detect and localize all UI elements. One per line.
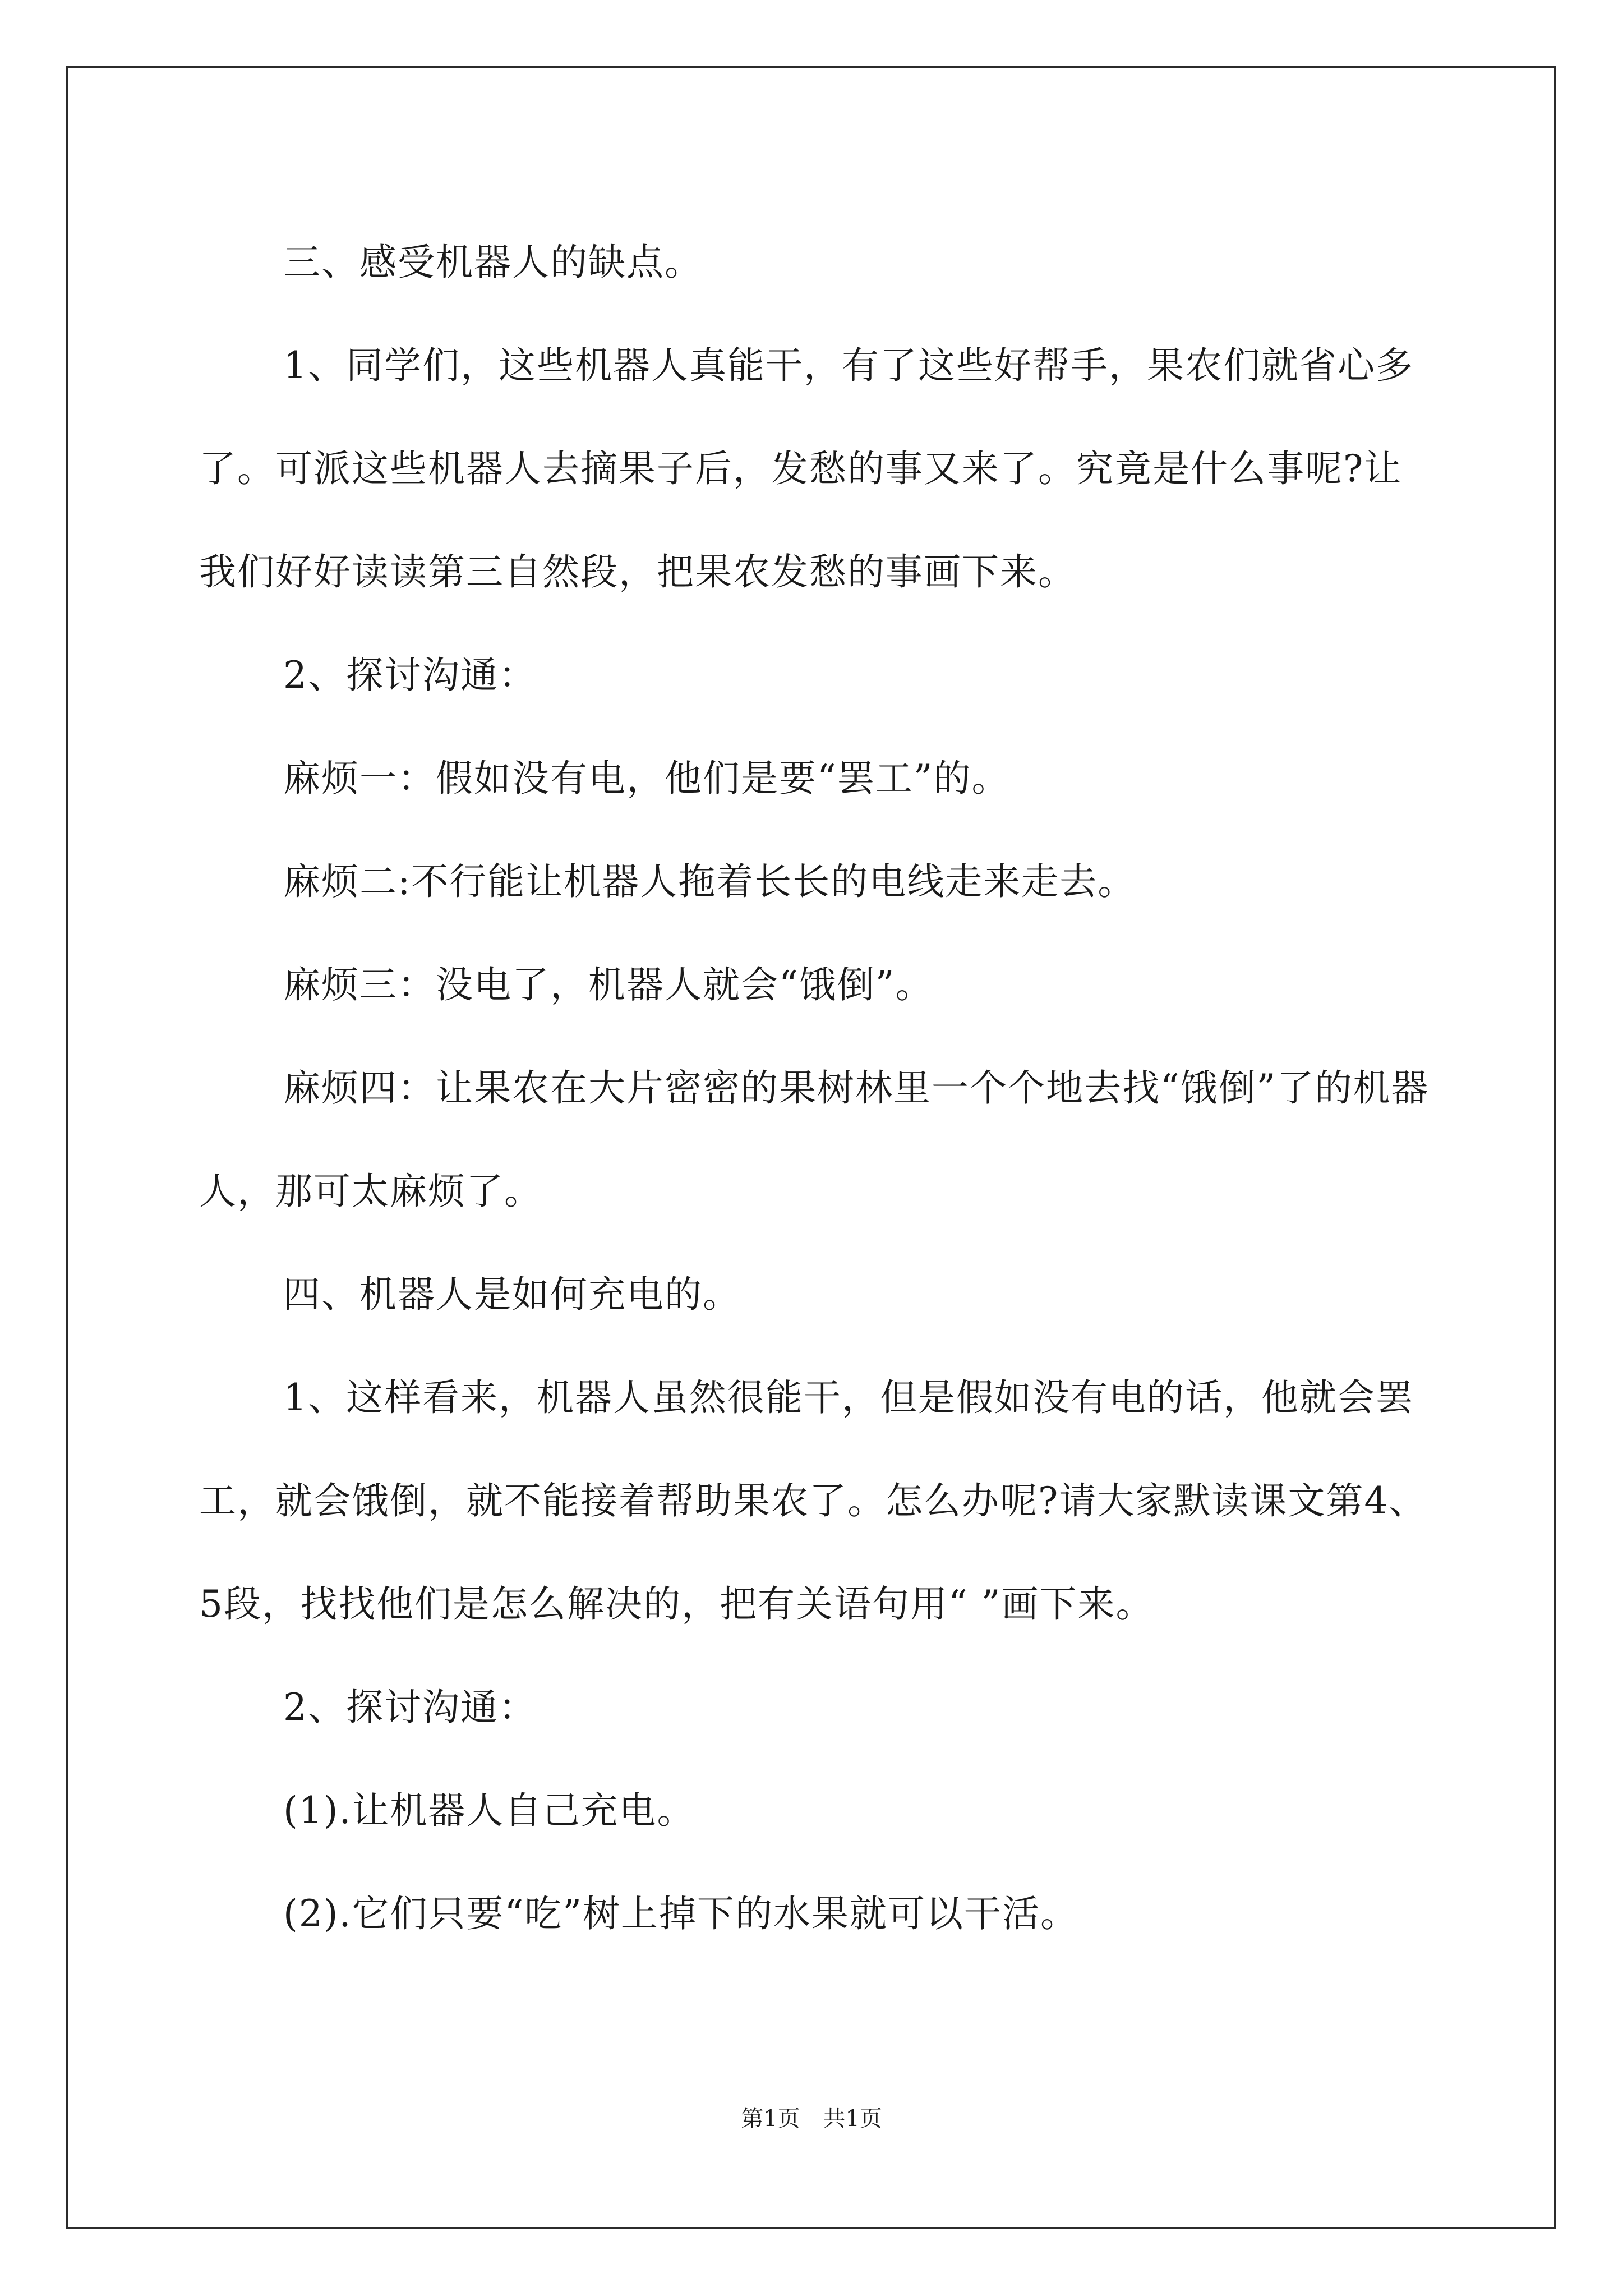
paragraph: 麻烦四：让果农在大片密密的果树林里一个个地去找“饿倒”了的机器人，那可太麻烦了。 bbox=[199, 1066, 1430, 1213]
paragraph: 2、探讨沟通： bbox=[283, 1686, 537, 1729]
paragraph: 麻烦一：假如没有电，他们是要“罢工”的。 bbox=[283, 757, 1010, 800]
page-number: 第1页 bbox=[741, 2106, 800, 2132]
section-heading-3: 三、感受机器人的缺点。 bbox=[283, 241, 703, 284]
page-total: 共1页 bbox=[823, 2106, 882, 2132]
paragraph: 1、这样看来，机器人虽然很能干，但是假如没有电的话，他就会罢工，就会饿倒，就不能接着帮助果农了。怎么办呢?请大家默读课文第4、5段，找找他们是怎么解决的，把有关语句用“ ”画下来。 bbox=[199, 1376, 1427, 1626]
paragraph: 麻烦三：没电了，机器人就会“饿倒”。 bbox=[283, 963, 934, 1006]
document-body bbox=[199, 211, 1430, 1966]
paragraph: 1、同学们，这些机器人真能干，有了这些好帮手，果农们就省心多了。可派这些机器人去摘果子后，发愁的事又来了。究竟是什么事呢?让我们好好读读第三自然段，把果农发愁的事画下来。 bbox=[199, 344, 1414, 593]
paragraph: 2、探讨沟通： bbox=[283, 654, 537, 697]
page-footer bbox=[0, 2101, 1623, 2133]
paragraph: (2).它们只要“吃”树上掉下的水果就可以干活。 bbox=[283, 1892, 1078, 1935]
section-heading-4: 四、机器人是如何充电的。 bbox=[283, 1273, 741, 1316]
paragraph: (1).让机器人自己充电。 bbox=[283, 1789, 695, 1832]
paragraph: 麻烦二:不行能让机器人拖着长长的电线走来走去。 bbox=[283, 860, 1136, 903]
